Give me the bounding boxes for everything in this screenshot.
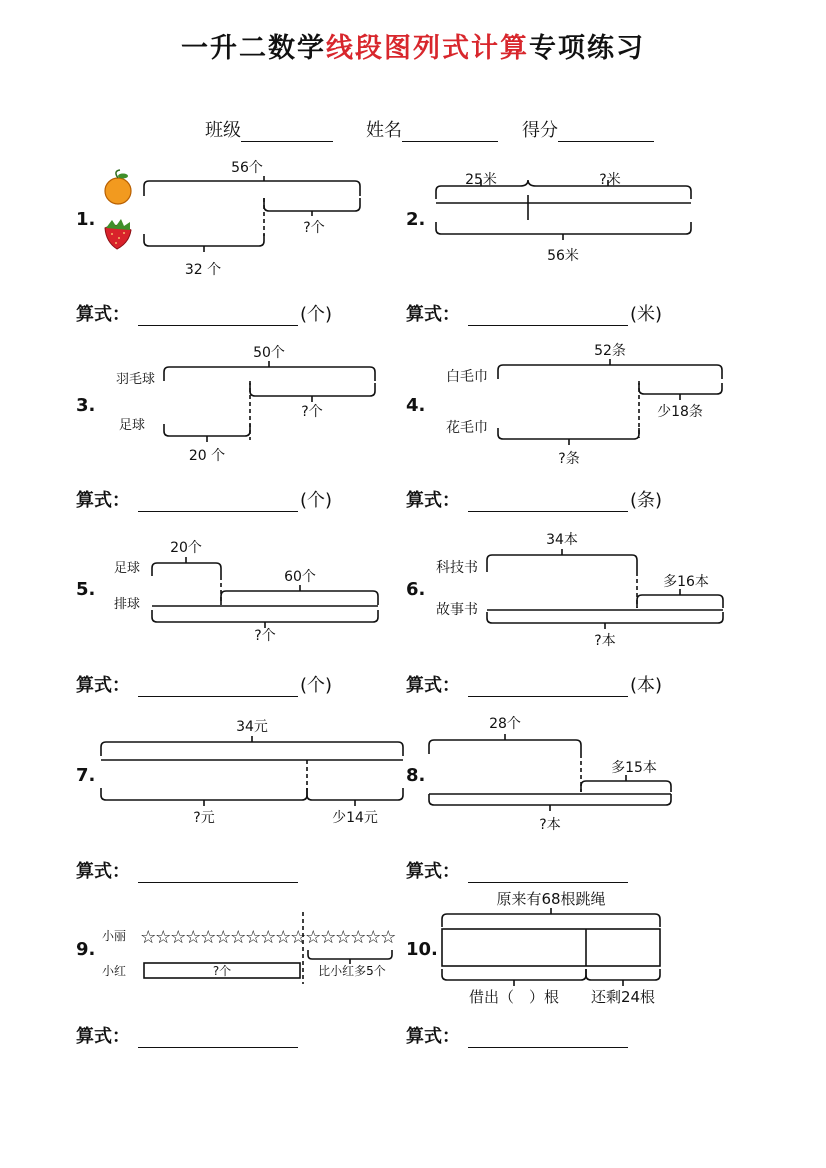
p1-total-label: 56个 — [231, 160, 263, 176]
problem-4-number: 4. — [406, 395, 426, 416]
p5-part1-label: 20个 — [170, 540, 202, 556]
strawberry-icon — [105, 219, 131, 249]
answer-2[interactable]: 算式： (米) — [406, 304, 663, 325]
p10-lent-label: 借出（ ）根 — [468, 988, 560, 1006]
problem-10-number: 10. — [406, 939, 438, 960]
p5-part2-label: 60个 — [284, 569, 316, 585]
score-field[interactable]: 得分 — [522, 116, 654, 142]
answer-6[interactable]: 算式： (本) — [406, 675, 663, 696]
problem-5-number: 5. — [76, 579, 96, 600]
answer-5[interactable]: 算式： (个) — [76, 675, 333, 696]
problem-7-number: 7. — [76, 765, 96, 786]
p5-row2-label: 排球 — [113, 597, 140, 612]
orange-icon — [105, 170, 131, 204]
p1-unknown-label: ?个 — [303, 220, 325, 236]
problem-1-number: 1. — [76, 209, 96, 230]
p4-row2-label: 花毛巾 — [446, 420, 488, 436]
p2-total-label: 56米 — [547, 248, 579, 264]
p3-total-label: 50个 — [253, 345, 285, 361]
answer-4[interactable]: 算式： (条) — [406, 490, 663, 511]
p1-known-label: 32 个 — [184, 262, 222, 278]
problem-3-number: 3. — [76, 395, 96, 416]
p9-diff-label: 比小红多5个 — [318, 964, 386, 978]
p6-unknown-label: ?本 — [594, 633, 616, 649]
problem-8-number: 8. — [406, 765, 426, 786]
p9-row2-label: 小红 — [102, 964, 127, 978]
p4-diff-label: 少18条 — [657, 404, 703, 420]
answer-9[interactable]: 算式： — [76, 1022, 298, 1048]
problem-2-number: 2. — [406, 209, 426, 230]
p9-stars: ☆☆☆☆☆☆☆☆☆☆☆☆☆☆☆☆☆ — [140, 927, 396, 948]
p6-diff-label: 多16本 — [663, 574, 709, 590]
title-highlight: 线段图列式计算 — [326, 33, 529, 64]
p4-total-label: 52条 — [594, 343, 626, 359]
p4-row1-label: 白毛巾 — [446, 369, 488, 385]
p5-unknown-label: ?个 — [254, 628, 276, 644]
p6-row1-label: 科技书 — [436, 560, 478, 576]
p4-unknown-label: ?条 — [558, 451, 580, 467]
p3-unknown-label: ?个 — [301, 404, 323, 420]
answer-1[interactable]: 算式： (个) — [76, 304, 333, 325]
p10-remain-label: 还剩24根 — [590, 988, 656, 1006]
p8-unknown-label: ?本 — [539, 817, 561, 833]
p9-row1-label: 小丽 — [102, 929, 127, 943]
p2-unknown-label: ?米 — [599, 172, 621, 188]
answer-8[interactable]: 算式： — [406, 857, 628, 883]
answer-3[interactable]: 算式： (个) — [76, 490, 333, 511]
p8-diff-label: 多15本 — [611, 760, 657, 776]
answer-10[interactable]: 算式： — [406, 1022, 628, 1048]
problem-6-number: 6. — [406, 579, 426, 600]
p5-row1-label: 足球 — [113, 561, 140, 576]
name-field[interactable]: 姓名 — [366, 116, 498, 142]
answer-7[interactable]: 算式： — [76, 857, 298, 883]
p7-diff-label: 少14元 — [332, 810, 378, 826]
page-title: 一升二数学线段图列式计算专项练习 — [181, 33, 645, 64]
p3-row2-label: 足球 — [118, 418, 145, 433]
p6-total-label: 34本 — [546, 532, 578, 548]
problem-9-number: 9. — [76, 939, 96, 960]
p6-row2-label: 故事书 — [436, 602, 478, 618]
p7-unknown-label: ?元 — [193, 810, 215, 826]
p3-known-label: 20 个 — [188, 448, 226, 464]
p2-part-label: 25米 — [465, 172, 497, 188]
p8-part-label: 28个 — [489, 716, 521, 732]
p3-row1-label: 羽毛球 — [115, 372, 155, 387]
p10-total-label: 原来有68根跳绳 — [496, 890, 606, 908]
p7-total-label: 34元 — [236, 719, 268, 735]
class-field[interactable]: 班级 — [205, 116, 333, 142]
p9-unknown-label: ?个 — [212, 964, 232, 978]
